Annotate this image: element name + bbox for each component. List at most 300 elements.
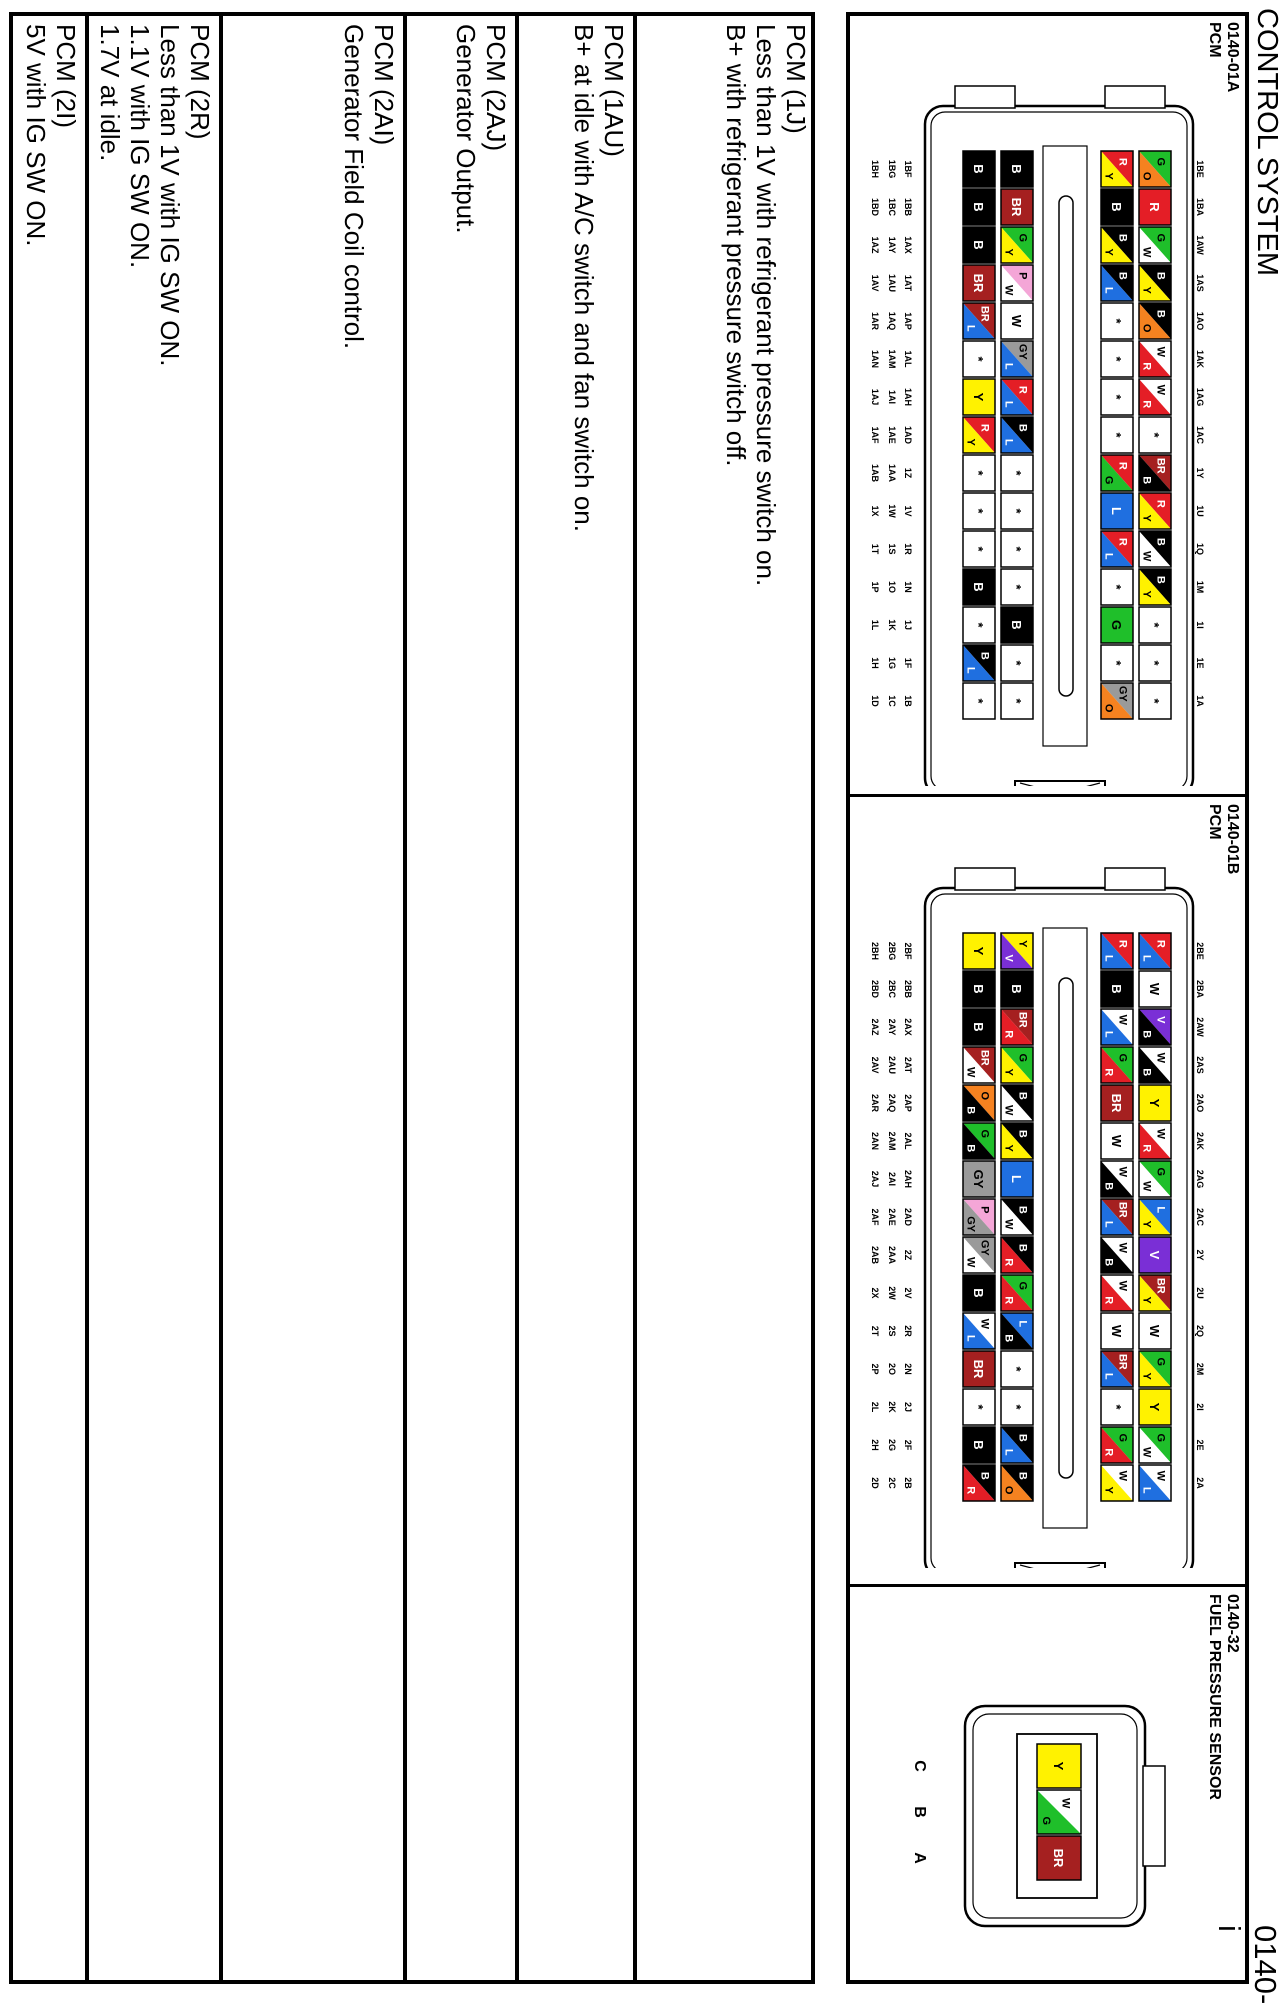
- pin-number-label: 2AP: [903, 1094, 913, 1112]
- wire-color-label: B: [1016, 1205, 1029, 1214]
- wire-color-label: *: [971, 356, 986, 362]
- wire-color-label: W: [1002, 285, 1015, 296]
- pin-cell: [1001, 341, 1033, 377]
- pin-number-label: 2R: [903, 1325, 913, 1337]
- pin-cell: [963, 493, 995, 529]
- wire-color-label: V: [1147, 1250, 1162, 1260]
- pin-cell: [1001, 531, 1033, 567]
- pin-number-label: 1U: [1195, 505, 1205, 517]
- pin-cell: [1001, 607, 1033, 643]
- pin-number-label: 2AE: [887, 1208, 897, 1226]
- pin-cell: [1001, 493, 1033, 529]
- row-text: [21, 24, 81, 247]
- pin-number-label: 1A: [1195, 695, 1205, 707]
- pin-cell: [1139, 683, 1171, 719]
- wire-color-label: B: [1102, 1182, 1115, 1191]
- pin-cell: [1001, 645, 1033, 681]
- connector-code: 0140-01A: [1224, 22, 1241, 93]
- voltage-table: [9, 12, 815, 1984]
- pin-number-label: C: [911, 1760, 928, 1772]
- wire-color-label: *: [971, 1404, 986, 1410]
- wire-color-label: L: [1102, 552, 1115, 560]
- wire-color-label: BR: [978, 305, 991, 322]
- wire-color-label: B: [971, 1288, 986, 1298]
- wire-color-label: G: [1016, 1281, 1029, 1291]
- pin-cell: [1139, 1275, 1171, 1311]
- page-title: CONTROL SYSTEM: [1251, 8, 1283, 277]
- wire-color-label: R: [1140, 1144, 1153, 1153]
- wire-color-label: *: [1109, 318, 1124, 324]
- pin-number-label: 1BB: [903, 197, 913, 217]
- pin-number-label: 1Y: [1195, 467, 1205, 479]
- pin-cell: [1101, 1275, 1133, 1311]
- pin-number-label: 2G: [887, 1438, 897, 1452]
- pin-number-label: 2AF: [870, 1208, 880, 1226]
- wire-color-label: G: [1154, 233, 1167, 243]
- pin-number-label: 1AB: [870, 463, 880, 483]
- pin-number-label: 2Z: [903, 1249, 913, 1261]
- pin-cell: [1037, 1790, 1081, 1834]
- pin-number-label: 2BA: [1195, 979, 1205, 999]
- pin-number-label: 2AJ: [870, 1170, 880, 1188]
- wire-color-label: R: [1116, 461, 1129, 470]
- row-line: Less than 1V with IG SW ON.: [155, 24, 185, 367]
- pin-number-label: 2AO: [1195, 1093, 1205, 1113]
- wire-color-label: B: [1016, 1471, 1029, 1480]
- wire-color-label: GY: [964, 1216, 977, 1233]
- pin-cell: [1001, 1237, 1033, 1273]
- pin-cell: [1001, 1123, 1033, 1159]
- pin-cell: [1139, 1123, 1171, 1159]
- wire-color-label: R: [1140, 362, 1153, 371]
- wire-color-label: W: [1059, 1798, 1072, 1809]
- wire-color-label: W: [1116, 1280, 1129, 1291]
- wire-color-label: B: [1016, 1091, 1029, 1100]
- wire-color-label: P: [978, 1206, 991, 1214]
- row-title: PCM (2AI): [369, 24, 399, 146]
- wire-color-label: Y: [1140, 1296, 1153, 1304]
- table-row: [5, 16, 89, 1980]
- wire-color-label: L: [1102, 1030, 1115, 1038]
- pin-cell: [1101, 265, 1133, 301]
- pin-number-label: 1Q: [1195, 542, 1205, 556]
- pin-number-label: 2H: [870, 1439, 880, 1451]
- wire-color-label: R: [1116, 939, 1129, 948]
- wire-color-label: W: [978, 1318, 991, 1329]
- wire-color-label: BR: [1109, 1093, 1124, 1113]
- pin-number-label: 2J: [903, 1401, 913, 1413]
- wire-color-label: B: [964, 1106, 977, 1115]
- pin-cell: [1001, 1313, 1033, 1349]
- pin-cell: [1101, 341, 1133, 377]
- wire-color-label: *: [1109, 660, 1124, 666]
- wire-color-label: B: [1016, 1243, 1029, 1252]
- pin-cell: [963, 227, 995, 263]
- row-title: PCM (1J): [781, 24, 811, 134]
- wire-color-label: G: [1102, 475, 1115, 485]
- row-title: PCM (2R): [185, 24, 215, 140]
- wire-color-label: G: [1116, 1053, 1129, 1063]
- wire-color-label: W: [1154, 1470, 1167, 1481]
- table-row: [85, 16, 223, 1980]
- wire-color-label: V: [1002, 954, 1015, 962]
- pin-cell: [1139, 1465, 1171, 1501]
- wire-color-label: BR: [1154, 457, 1167, 474]
- pin-number-label: 1AZ: [870, 236, 880, 254]
- connector-slot: [1059, 196, 1073, 696]
- pin-cell: [1101, 1427, 1133, 1463]
- wire-color-label: R: [1002, 1296, 1015, 1305]
- wire-color-label: Y: [1002, 1144, 1015, 1152]
- pcm-connector-b: [865, 828, 1205, 1568]
- pin-number-label: 1AU: [887, 273, 897, 293]
- pin-cell: [1139, 151, 1171, 187]
- pin-cell: [1139, 1427, 1171, 1463]
- wire-color-label: Y: [964, 438, 977, 446]
- pin-number-label: 2BE: [1195, 942, 1205, 960]
- pin-cell: [1101, 455, 1133, 491]
- pin-number-label: 1AV: [870, 274, 880, 292]
- pin-cell: [1139, 645, 1171, 681]
- wire-color-label: B: [1009, 164, 1024, 174]
- pin-cell: [1139, 933, 1171, 969]
- wire-color-label: B: [971, 582, 986, 592]
- pin-cell: [1101, 1313, 1133, 1349]
- pin-cell: [963, 1161, 995, 1197]
- wire-color-label: B: [1154, 309, 1167, 318]
- pin-cell: [963, 1237, 995, 1273]
- page-code: 0140-i: [1212, 1925, 1283, 2004]
- wire-color-label: L: [964, 1334, 977, 1342]
- wire-color-label: L: [964, 666, 977, 674]
- pin-cell: [1139, 1389, 1171, 1425]
- pin-number-label: 1BG: [887, 159, 897, 179]
- pin-number-label: 2B: [903, 1477, 913, 1489]
- pin-number-label: 1AY: [887, 236, 897, 254]
- pin-number-label: 2D: [870, 1477, 880, 1489]
- wire-color-label: B: [1116, 271, 1129, 280]
- wire-color-label: Y: [1140, 514, 1153, 522]
- pin-number-label: 2O: [887, 1362, 897, 1376]
- pin-cell: [1101, 607, 1133, 643]
- pin-number-label: 1AK: [1195, 349, 1205, 369]
- wire-color-label: W: [1140, 247, 1153, 258]
- wire-color-label: R: [1154, 939, 1167, 948]
- wire-color-label: W: [1116, 1470, 1129, 1481]
- pin-cell: [1001, 1351, 1033, 1387]
- pin-number-label: 1AF: [870, 426, 880, 444]
- wire-color-label: L: [1102, 954, 1115, 962]
- pin-cell: [963, 151, 995, 187]
- wire-color-label: Y: [1102, 172, 1115, 180]
- connector-code: 0140-01B: [1224, 804, 1241, 875]
- fuel-pressure-sensor-connector: [865, 1616, 1205, 1976]
- pin-cell: [1001, 971, 1033, 1007]
- pin-cell: [963, 531, 995, 567]
- connector-tab: [955, 868, 1015, 890]
- pin-number-label: 2K: [887, 1401, 897, 1413]
- row-text: [451, 24, 511, 234]
- pin-number-label: 1D: [870, 695, 880, 707]
- pin-cell: [963, 933, 995, 969]
- pin-cell: [1101, 569, 1133, 605]
- wire-color-label: R: [1102, 1296, 1115, 1305]
- pin-cell: [1001, 151, 1033, 187]
- pin-cell: [1101, 1351, 1133, 1387]
- connector-caption: [1205, 22, 1241, 92]
- pin-cell: [1139, 379, 1171, 415]
- pin-number-label: 1AL: [903, 350, 913, 368]
- wire-color-label: O: [1140, 171, 1153, 181]
- row-line: B+ with refrigerant pressure switch off.: [721, 24, 751, 467]
- pin-cell: [1037, 1744, 1081, 1788]
- pin-cell: [1101, 1047, 1133, 1083]
- pin-number-label: 1AM: [887, 349, 897, 369]
- row-title: PCM (2I): [51, 24, 81, 128]
- pcm-connector-a: [865, 46, 1205, 786]
- wire-color-label: BR: [1009, 197, 1024, 217]
- pin-number-label: 2BG: [887, 941, 897, 961]
- wire-color-label: W: [1002, 1105, 1015, 1116]
- pin-number-label: 2A: [1195, 1477, 1205, 1489]
- row-line: 5V with IG SW ON.: [21, 24, 51, 247]
- pin-cell: [1139, 1009, 1171, 1045]
- pin-cell: [1101, 151, 1133, 187]
- pin-number-label: 2F: [903, 1439, 913, 1451]
- pin-number-label: 1N: [903, 581, 913, 593]
- wire-color-label: B: [1009, 620, 1024, 630]
- wire-color-label: L: [1009, 1175, 1024, 1183]
- pin-cell: [1101, 1199, 1133, 1235]
- pin-number-label: 2U: [1195, 1287, 1205, 1299]
- pin-number-label: 2BH: [870, 941, 880, 961]
- panel-divider: [850, 794, 1245, 797]
- pin-cell: [1139, 569, 1171, 605]
- pin-number-label: 2P: [870, 1363, 880, 1375]
- pin-cell: [1101, 303, 1133, 339]
- pin-cell: [1001, 303, 1033, 339]
- pin-cell: [1001, 1199, 1033, 1235]
- wire-color-label: B: [978, 651, 991, 660]
- wire-color-label: GY: [971, 1169, 986, 1189]
- wire-color-label: O: [1102, 703, 1115, 713]
- pin-cell: [1139, 1199, 1171, 1235]
- wire-color-label: *: [1009, 660, 1024, 666]
- wire-color-label: *: [1109, 432, 1124, 438]
- pin-cell: [1101, 645, 1133, 681]
- wire-color-label: W: [1154, 1128, 1167, 1139]
- wire-color-label: L: [1016, 1320, 1029, 1328]
- wire-color-label: BR: [971, 1359, 986, 1379]
- pin-cell: [963, 1275, 995, 1311]
- pin-number-label: 1W: [887, 504, 897, 518]
- pin-number-label: 2M: [1195, 1362, 1205, 1376]
- wire-color-label: B: [1109, 202, 1124, 212]
- pin-number-label: 2BF: [903, 942, 913, 960]
- pin-number-label: 2AT: [903, 1056, 913, 1074]
- wire-color-label: W: [1154, 346, 1167, 357]
- pin-number-label: 1BH: [870, 159, 880, 179]
- wire-color-label: B: [1116, 233, 1129, 242]
- pin-cell: [963, 569, 995, 605]
- wire-color-label: R: [978, 423, 991, 432]
- pin-number-label: 2AW: [1195, 1017, 1205, 1037]
- pin-number-label: 1S: [887, 543, 897, 555]
- wire-color-label: R: [1154, 499, 1167, 508]
- pin-cell: [1101, 417, 1133, 453]
- wire-color-label: *: [1009, 546, 1024, 552]
- pin-cell: [963, 417, 995, 453]
- wire-color-label: L: [1109, 507, 1124, 515]
- wire-color-label: W: [1154, 1052, 1167, 1063]
- pin-cell: [1001, 455, 1033, 491]
- pin-number-label: 2AC: [1195, 1207, 1205, 1227]
- wire-color-label: Y: [971, 392, 986, 402]
- wire-color-label: GY: [1116, 685, 1129, 702]
- wire-color-label: R: [1002, 1030, 1015, 1039]
- connector-tab: [1105, 868, 1165, 890]
- wire-color-label: G: [1154, 1357, 1167, 1367]
- pin-number-label: 1AR: [870, 311, 880, 331]
- wire-color-label: *: [971, 622, 986, 628]
- row-line: 1.7V at idle.: [95, 24, 125, 162]
- pin-cell: [1139, 455, 1171, 491]
- wire-color-label: *: [1147, 660, 1162, 666]
- wire-color-label: L: [1140, 954, 1153, 962]
- pin-cell: [1139, 1237, 1171, 1273]
- wire-color-label: Y: [1140, 1372, 1153, 1380]
- wire-color-label: B: [1140, 1030, 1153, 1039]
- wire-color-label: B: [1016, 423, 1029, 432]
- wire-color-label: *: [1009, 1404, 1024, 1410]
- pin-number-label: 1G: [887, 656, 897, 670]
- wire-color-label: B: [1154, 271, 1167, 280]
- wire-color-label: R: [1140, 400, 1153, 409]
- wire-color-label: L: [1002, 438, 1015, 446]
- wire-color-label: Y: [1140, 286, 1153, 294]
- pin-cell: [1139, 1085, 1171, 1121]
- connector-name: FUEL PRESSURE SENSOR: [1206, 1594, 1223, 1800]
- pin-cell: [1101, 531, 1133, 567]
- pin-number-label: 2V: [903, 1287, 913, 1299]
- wire-color-label: BR: [1051, 1848, 1066, 1868]
- pin-number-label: 1AX: [903, 236, 913, 254]
- pin-number-label: 1BC: [887, 197, 897, 217]
- wire-color-label: G: [978, 1129, 991, 1139]
- connector-tab: [955, 86, 1015, 108]
- pin-cell: [1139, 607, 1171, 643]
- pin-cell: [963, 1427, 995, 1463]
- wire-color-label: B: [971, 1440, 986, 1450]
- row-line: 1.1V with IG SW ON.: [125, 24, 155, 269]
- wire-color-label: L: [964, 324, 977, 332]
- wire-color-label: W: [1140, 1447, 1153, 1458]
- wire-color-label: B: [1002, 1334, 1015, 1343]
- wire-color-label: G: [1154, 157, 1167, 167]
- wire-color-label: *: [1009, 508, 1024, 514]
- pin-number-label: 2BD: [870, 979, 880, 999]
- table-row: [219, 16, 407, 1980]
- pin-number-label: 2AX: [903, 1018, 913, 1036]
- wire-color-label: *: [1009, 698, 1024, 704]
- wire-color-label: G: [1016, 1053, 1029, 1063]
- pin-number-label: 2E: [1195, 1439, 1205, 1451]
- pin-number-label: 2AN: [870, 1131, 880, 1151]
- row-line: B+ at idle with A/C switch and fan switch on.: [569, 24, 599, 532]
- wire-color-label: G: [1116, 1433, 1129, 1443]
- wire-color-label: L: [1154, 1206, 1167, 1214]
- wire-color-label: L: [1002, 1448, 1015, 1456]
- pin-cell: [1139, 189, 1171, 225]
- wire-color-label: B: [1109, 984, 1124, 994]
- pin-number-label: 2AY: [887, 1018, 897, 1036]
- wire-color-label: B: [971, 984, 986, 994]
- pin-cell: [963, 379, 995, 415]
- connector-name: PCM: [1206, 22, 1223, 58]
- pin-number-label: 1M: [1195, 580, 1205, 594]
- wire-color-label: BR: [978, 1049, 991, 1066]
- wire-color-label: B: [1140, 476, 1153, 485]
- pin-cell: [1139, 341, 1171, 377]
- pin-cell: [1139, 1313, 1171, 1349]
- pin-number-label: 1X: [870, 505, 880, 517]
- pin-number-label: 2AI: [887, 1171, 897, 1187]
- pin-cell: [1101, 1009, 1133, 1045]
- wire-color-label: B: [1154, 537, 1167, 546]
- pin-cell: [1101, 683, 1133, 719]
- pin-number-label: 2AG: [1195, 1169, 1205, 1189]
- pin-cell: [963, 189, 995, 225]
- wire-color-label: Y: [1016, 940, 1029, 948]
- pin-cell: [1001, 933, 1033, 969]
- wire-color-label: W: [1154, 384, 1167, 395]
- wire-color-label: B: [1140, 1068, 1153, 1077]
- wire-color-label: R: [1002, 1258, 1015, 1267]
- wire-color-label: *: [1009, 470, 1024, 476]
- pin-cell: [1001, 569, 1033, 605]
- pin-cell: [1139, 227, 1171, 263]
- row-text: [339, 24, 399, 349]
- pin-cell: [1001, 417, 1033, 453]
- pin-cell: [963, 645, 995, 681]
- pin-number-label: 2X: [870, 1287, 880, 1299]
- wire-color-label: W: [1116, 1014, 1129, 1025]
- pin-number-label: 2C: [887, 1477, 897, 1489]
- pin-number-label: 2AH: [903, 1169, 913, 1189]
- wire-color-label: *: [1147, 622, 1162, 628]
- wire-color-label: GY: [978, 1239, 991, 1256]
- pin-cell: [1139, 531, 1171, 567]
- pin-number-label: 1AW: [1195, 235, 1205, 255]
- wire-color-label: W: [1147, 1324, 1162, 1338]
- pin-number-label: 2BC: [887, 979, 897, 999]
- wire-color-label: B: [964, 1144, 977, 1153]
- wire-color-label: B: [971, 240, 986, 250]
- pin-number-label: 1O: [887, 580, 897, 594]
- pin-cell: [1001, 1389, 1033, 1425]
- pin-number-label: 1P: [870, 581, 880, 593]
- pin-number-label: 1AA: [887, 463, 897, 483]
- pin-number-label: 1AT: [903, 274, 913, 292]
- pin-number-label: 2AV: [870, 1056, 880, 1074]
- connector-name: PCM: [1206, 804, 1223, 840]
- wire-color-label: *: [1147, 698, 1162, 704]
- pin-cell: [1101, 493, 1133, 529]
- pin-cell: [963, 971, 995, 1007]
- connector-tab: [1105, 86, 1165, 108]
- wire-color-label: L: [1140, 1486, 1153, 1494]
- wire-color-label: BR: [1116, 1353, 1129, 1370]
